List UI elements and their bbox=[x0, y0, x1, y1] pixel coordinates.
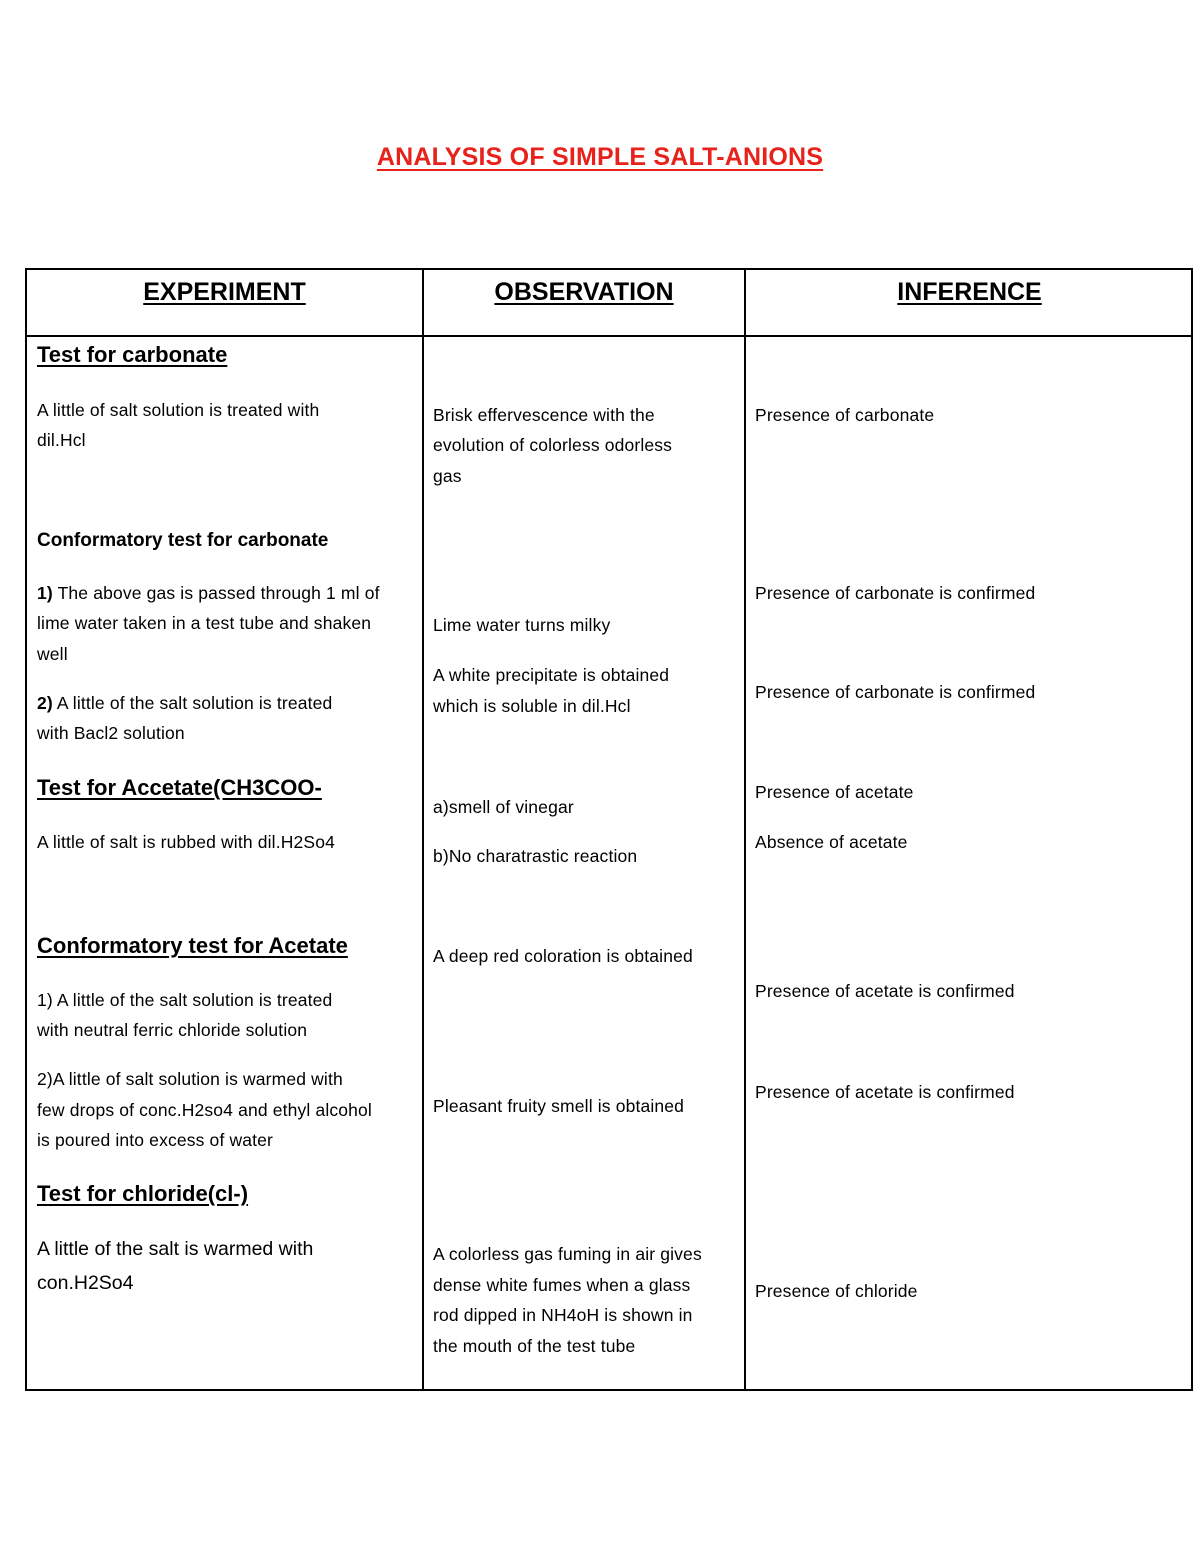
acetate-confirm-2-line-2: few drops of conc.H2so4 and ethyl alcohol bbox=[37, 1100, 372, 1120]
chloride-observation-line-2: dense white fumes when a glass bbox=[433, 1275, 691, 1295]
header-experiment: EXPERIMENT bbox=[143, 278, 306, 306]
analysis-table bbox=[25, 268, 1193, 1391]
acetate-observation-a: a)smell of vinegar bbox=[433, 797, 574, 817]
header-divider bbox=[27, 335, 1191, 337]
acetate-observation-b: b)No charatrastic reaction bbox=[433, 846, 638, 866]
carbonate-confirm-2-number: 2) bbox=[37, 693, 53, 713]
chloride-observation-line-3: rod dipped in NH4oH is shown in bbox=[433, 1305, 693, 1325]
heading-test-chloride: Test for chloride(cl-) bbox=[37, 1181, 249, 1206]
acetate-confirm-2-line-3: is poured into excess of water bbox=[37, 1130, 274, 1150]
acetate-confirm-1-line-1: 1) A little of the salt solution is treated bbox=[37, 990, 333, 1010]
acetate-confirm-1-observation: A deep red coloration is obtained bbox=[433, 946, 693, 966]
chloride-experiment-line-1: A little of the salt is warmed with bbox=[37, 1238, 314, 1260]
header-inference: INFERENCE bbox=[897, 278, 1042, 306]
carbonate-confirm-1-line-2: lime water taken in a test tube and shaken bbox=[37, 613, 372, 633]
acetate-inference-b: Absence of acetate bbox=[755, 832, 908, 852]
acetate-confirm-2-inference: Presence of acetate is confirmed bbox=[755, 1082, 1015, 1102]
header-observation: OBSERVATION bbox=[494, 278, 674, 306]
acetate-confirm-1-inference: Presence of acetate is confirmed bbox=[755, 981, 1015, 1001]
chloride-observation-line-4: the mouth of the test tube bbox=[433, 1336, 636, 1356]
chloride-experiment-line-2: con.H2So4 bbox=[37, 1272, 134, 1294]
carbonate-confirm-2-observation-line-2: which is soluble in dil.Hcl bbox=[433, 696, 631, 716]
carbonate-confirm-2-line-2: with Bacl2 solution bbox=[37, 723, 185, 743]
heading-test-carbonate: Test for carbonate bbox=[37, 342, 228, 367]
acetate-experiment: A little of salt is rubbed with dil.H2So4 bbox=[37, 832, 335, 852]
acetate-inference-a: Presence of acetate bbox=[755, 782, 914, 802]
carbonate-experiment-line-1: A little of salt solution is treated with bbox=[37, 400, 320, 420]
carbonate-observation-line-2: evolution of colorless odorless bbox=[433, 435, 673, 455]
carbonate-confirm-2-text: A little of the salt solution is treated bbox=[52, 693, 333, 713]
column-divider-1 bbox=[422, 270, 424, 1389]
acetate-confirm-1-line-2: with neutral ferric chloride solution bbox=[37, 1020, 308, 1040]
column-divider-2 bbox=[744, 270, 746, 1389]
carbonate-confirm-2-line-1 bbox=[37, 688, 332, 719]
chloride-inference: Presence of chloride bbox=[755, 1281, 918, 1301]
acetate-confirm-2-line-1: 2)A little of salt solution is warmed with bbox=[37, 1069, 343, 1089]
carbonate-confirm-1-line-3: well bbox=[37, 644, 68, 664]
carbonate-confirm-1-line-1 bbox=[37, 578, 380, 609]
carbonate-experiment-line-2: dil.Hcl bbox=[37, 430, 86, 450]
document-title: ANALYSIS OF SIMPLE SALT-ANIONS bbox=[376, 143, 824, 171]
carbonate-confirm-2-inference: Presence of carbonate is confirmed bbox=[755, 682, 1036, 702]
carbonate-confirm-1-number: 1) bbox=[37, 583, 53, 603]
carbonate-confirm-1-inference: Presence of carbonate is confirmed bbox=[755, 583, 1036, 603]
chloride-observation-line-1: A colorless gas fuming in air gives bbox=[433, 1244, 702, 1264]
carbonate-observation-line-3: gas bbox=[433, 466, 462, 486]
acetate-confirm-2-observation: Pleasant fruity smell is obtained bbox=[433, 1096, 685, 1116]
carbonate-inference: Presence of carbonate bbox=[755, 405, 935, 425]
carbonate-confirm-2-observation-line-1: A white precipitate is obtained bbox=[433, 665, 670, 685]
heading-confirm-carbonate: Conformatory test for carbonate bbox=[37, 530, 329, 551]
carbonate-confirm-1-observation: Lime water turns milky bbox=[433, 615, 611, 635]
heading-confirm-acetate: Conformatory test for Acetate bbox=[37, 933, 348, 958]
carbonate-observation-line-1: Brisk effervescence with the bbox=[433, 405, 655, 425]
carbonate-confirm-1-text: The above gas is passed through 1 ml of bbox=[52, 583, 380, 603]
heading-test-acetate: Test for Accetate(CH3COO- bbox=[37, 775, 322, 800]
